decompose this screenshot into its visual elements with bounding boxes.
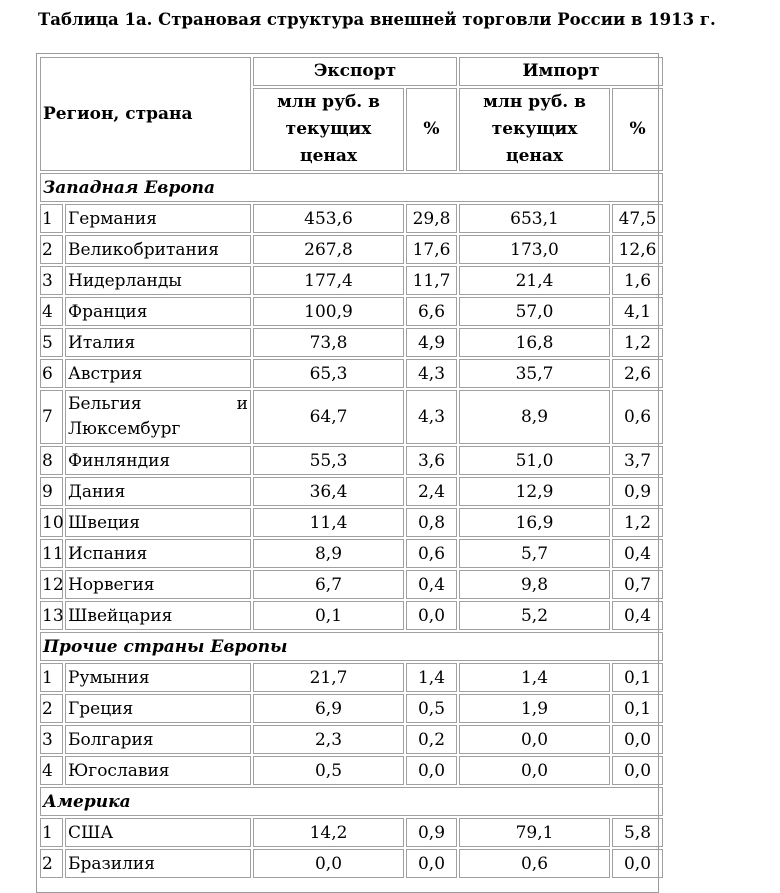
country-name: Румыния [65, 663, 251, 692]
table-row [40, 725, 663, 754]
export-percent: 0,9 [406, 818, 457, 847]
row-number: 4 [40, 297, 63, 326]
import-value: 12,9 [459, 477, 610, 506]
import-percent: 0,4 [612, 539, 663, 568]
import-percent: 0,0 [612, 756, 663, 785]
country-name: Италия [65, 328, 251, 357]
header-import-value [459, 88, 610, 171]
row-number: 7 [40, 390, 63, 444]
country-name: Югославия [65, 756, 251, 785]
export-value: 0,0 [253, 849, 404, 878]
row-number: 1 [40, 663, 63, 692]
country-name-line: Люксембург [68, 419, 181, 439]
table-body [40, 173, 663, 878]
header-value-line: млн руб. в [483, 92, 586, 112]
import-percent: 0,0 [612, 725, 663, 754]
row-number: 3 [40, 266, 63, 295]
import-value: 1,4 [459, 663, 610, 692]
export-value: 0,1 [253, 601, 404, 630]
header-import-percent: % [612, 88, 663, 171]
export-percent: 0,0 [406, 601, 457, 630]
country-name-part: Бельгия [68, 394, 142, 414]
export-percent: 4,3 [406, 390, 457, 444]
table-row [40, 818, 663, 847]
row-number: 3 [40, 725, 63, 754]
export-value: 6,7 [253, 570, 404, 599]
export-value: 453,6 [253, 204, 404, 233]
table-row [40, 601, 663, 630]
import-percent: 0,4 [612, 601, 663, 630]
import-value: 35,7 [459, 359, 610, 388]
import-percent: 1,2 [612, 328, 663, 357]
table-row [40, 266, 663, 295]
export-percent: 0,2 [406, 725, 457, 754]
export-value: 6,9 [253, 694, 404, 723]
country-name: Великобритания [65, 235, 251, 264]
export-value: 100,9 [253, 297, 404, 326]
export-percent: 1,4 [406, 663, 457, 692]
header-export-value [253, 88, 404, 171]
row-number: 4 [40, 756, 63, 785]
row-number: 13 [40, 601, 63, 630]
country-name-line [68, 392, 248, 417]
header-export: Экспорт [253, 57, 457, 86]
export-percent: 0,4 [406, 570, 457, 599]
import-value: 173,0 [459, 235, 610, 264]
header-value-line: текущих [491, 119, 578, 139]
export-value: 177,4 [253, 266, 404, 295]
header-export-percent: % [406, 88, 457, 171]
export-value: 65,3 [253, 359, 404, 388]
import-percent: 1,6 [612, 266, 663, 295]
country-name: Бразилия [65, 849, 251, 878]
country-name: Швейцария [65, 601, 251, 630]
country-name: Франция [65, 297, 251, 326]
table-row [40, 849, 663, 878]
table-row [40, 570, 663, 599]
export-percent: 4,9 [406, 328, 457, 357]
export-value: 267,8 [253, 235, 404, 264]
row-number: 11 [40, 539, 63, 568]
export-value: 73,8 [253, 328, 404, 357]
header-value-line: млн руб. в [277, 92, 380, 112]
export-percent: 0,8 [406, 508, 457, 537]
row-number: 2 [40, 849, 63, 878]
export-value: 36,4 [253, 477, 404, 506]
import-percent: 1,2 [612, 508, 663, 537]
section-title: Западная Европа [40, 173, 663, 202]
import-value: 21,4 [459, 266, 610, 295]
import-percent: 3,7 [612, 446, 663, 475]
row-number: 6 [40, 359, 63, 388]
export-percent: 0,0 [406, 849, 457, 878]
section-row [40, 632, 663, 661]
export-value: 0,5 [253, 756, 404, 785]
country-name: Швеция [65, 508, 251, 537]
table-row [40, 446, 663, 475]
import-percent: 5,8 [612, 818, 663, 847]
row-number: 12 [40, 570, 63, 599]
table-row [40, 204, 663, 233]
trade-table [38, 55, 665, 880]
country-name: Болгария [65, 725, 251, 754]
import-value: 9,8 [459, 570, 610, 599]
header-value-line: ценах [506, 146, 563, 166]
export-percent: 4,3 [406, 359, 457, 388]
import-value: 51,0 [459, 446, 610, 475]
country-name: Австрия [65, 359, 251, 388]
section-title: Америка [40, 787, 663, 816]
export-value: 8,9 [253, 539, 404, 568]
export-percent: 6,6 [406, 297, 457, 326]
country-name: Греция [65, 694, 251, 723]
export-percent: 17,6 [406, 235, 457, 264]
export-value: 11,4 [253, 508, 404, 537]
export-percent: 2,4 [406, 477, 457, 506]
import-value: 16,8 [459, 328, 610, 357]
country-name: Дания [65, 477, 251, 506]
header-value-line: ценах [300, 146, 357, 166]
country-name: Испания [65, 539, 251, 568]
export-percent: 3,6 [406, 446, 457, 475]
import-value: 1,9 [459, 694, 610, 723]
import-percent: 0,9 [612, 477, 663, 506]
import-percent: 47,5 [612, 204, 663, 233]
row-number: 10 [40, 508, 63, 537]
row-number: 9 [40, 477, 63, 506]
import-value: 0,0 [459, 756, 610, 785]
import-value: 16,9 [459, 508, 610, 537]
import-percent: 0,1 [612, 694, 663, 723]
table-row [40, 328, 663, 357]
country-name: США [65, 818, 251, 847]
row-number: 2 [40, 694, 63, 723]
export-value: 14,2 [253, 818, 404, 847]
import-value: 57,0 [459, 297, 610, 326]
export-percent: 0,0 [406, 756, 457, 785]
table-row [40, 508, 663, 537]
import-value: 653,1 [459, 204, 610, 233]
header-region: Регион, страна [40, 57, 251, 171]
header-value-line: текущих [285, 119, 372, 139]
row-number: 8 [40, 446, 63, 475]
import-value: 8,9 [459, 390, 610, 444]
import-percent: 12,6 [612, 235, 663, 264]
country-name: Нидерланды [65, 266, 251, 295]
section-row [40, 787, 663, 816]
section-row [40, 173, 663, 202]
export-percent: 11,7 [406, 266, 457, 295]
section-title: Прочие страны Европы [40, 632, 663, 661]
table-row [40, 359, 663, 388]
import-value: 0,6 [459, 849, 610, 878]
import-percent: 0,6 [612, 390, 663, 444]
table-row [40, 235, 663, 264]
country-name-part: и [236, 394, 248, 414]
row-number: 1 [40, 204, 63, 233]
page-title: Таблица 1а. Страновая структура внешней торговли России в 1913 г. [38, 10, 716, 29]
table-row [40, 539, 663, 568]
table-row [40, 297, 663, 326]
export-percent: 0,6 [406, 539, 457, 568]
country-name [65, 390, 251, 444]
table-row [40, 477, 663, 506]
row-number: 2 [40, 235, 63, 264]
export-percent: 0,5 [406, 694, 457, 723]
export-value: 64,7 [253, 390, 404, 444]
country-name: Норвегия [65, 570, 251, 599]
import-percent: 0,7 [612, 570, 663, 599]
country-name: Финляндия [65, 446, 251, 475]
table-row [40, 756, 663, 785]
import-percent: 4,1 [612, 297, 663, 326]
export-value: 21,7 [253, 663, 404, 692]
row-number: 1 [40, 818, 63, 847]
import-value: 0,0 [459, 725, 610, 754]
export-value: 2,3 [253, 725, 404, 754]
country-name: Германия [65, 204, 251, 233]
export-value: 55,3 [253, 446, 404, 475]
import-percent: 0,1 [612, 663, 663, 692]
import-value: 5,2 [459, 601, 610, 630]
header-import: Импорт [459, 57, 663, 86]
import-percent: 0,0 [612, 849, 663, 878]
import-value: 79,1 [459, 818, 610, 847]
export-percent: 29,8 [406, 204, 457, 233]
table-row [40, 694, 663, 723]
row-number: 5 [40, 328, 63, 357]
import-percent: 2,6 [612, 359, 663, 388]
table-row [40, 390, 663, 444]
table-row [40, 663, 663, 692]
import-value: 5,7 [459, 539, 610, 568]
